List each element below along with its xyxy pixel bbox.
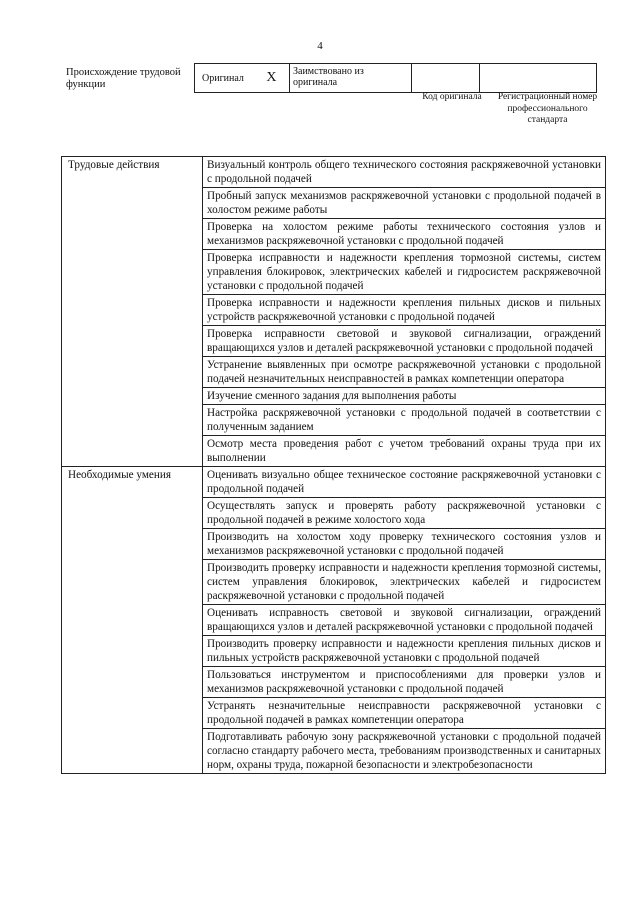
code-caption: Код оригинала <box>422 92 482 102</box>
list-item: Изучение сменного задания для выполнения работы <box>203 388 606 405</box>
list-item: Устранять незначительные неисправности раскряжевочной установки с продольной подачей в рамках компетенции оператора <box>203 698 606 729</box>
reg-caption: Регистрационный номер профессионального стандарта <box>497 92 598 125</box>
table-row <box>62 157 606 188</box>
list-item: Оценивать визуально общее техническое состояние раскряжевочной установки с продольной подачей <box>203 467 606 498</box>
section-title: Необходимые умения <box>62 467 203 774</box>
list-item: Проверка исправности световой и звуковой сигнализации, ограждений вращающихся узлов и деталей раскряжевочной установки с продольной подачей <box>203 326 606 357</box>
list-item: Пользоваться инструментом и приспособлениями для проверки узлов и механизмов раскряжевочной установки с продольной подачей <box>203 667 606 698</box>
functions-table <box>61 156 606 774</box>
list-item: Проверка исправности и надежности крепления пильных дисков и пильных устройств раскряжевочной установки с продольной подачей <box>203 295 606 326</box>
original-cell <box>195 64 290 93</box>
list-item: Настройка раскряжевочной установки с продольной подачей в соответствии с полученным заданием <box>203 405 606 436</box>
list-item: Оценивать исправность световой и звуковой сигнализации, ограждений вращающихся узлов и деталей раскряжевочной установки с продольной подачей <box>203 605 606 636</box>
reg-number-cell <box>480 64 597 93</box>
list-item: Пробный запуск механизмов раскряжевочной установки с продольной подачей в холостом режиме работы <box>203 188 606 219</box>
original-label: Оригинал <box>202 73 244 84</box>
list-item: Осуществлять запуск и проверять работу раскряжевочной установки с продольной подачей в режиме холостого хода <box>203 498 606 529</box>
section-title: Трудовые действия <box>62 157 203 467</box>
origin-table <box>194 63 597 93</box>
list-item: Производить на холостом ходу проверку технического состояния узлов и механизмов раскряжевочной установки с продольной подачей <box>203 529 606 560</box>
list-item: Осмотр места проведения работ с учетом требований охраны труда при их выполнении <box>203 436 606 467</box>
code-cell <box>412 64 480 93</box>
borrowed-cell: Заимствовано из оригинала <box>290 64 412 93</box>
list-item: Проверка на холостом режиме работы технического состояния узлов и механизмов раскряжевочной установки с продольной подачей <box>203 219 606 250</box>
page-number: 4 <box>317 40 323 52</box>
list-item: Устранение выявленных при осмотре раскряжевочной установки с продольной подачей незначительных неисправностей в рамках компетенции оператора <box>203 357 606 388</box>
list-item: Подготавливать рабочую зону раскряжевочной установки с продольной подачей согласно стандарту рабочего места, требованиям производственных и санитарных норм, охраны труда, пожарной безопасности и электробезопасности <box>203 729 606 774</box>
table-row <box>62 467 606 498</box>
list-item: Производить проверку исправности и надежности крепления тормозной системы, систем управления блокировок, электрических кабелей и гидросистем раскряжевочной установки с продольной подачей <box>203 560 606 605</box>
original-mark: X <box>266 70 277 85</box>
origin-label: Происхождение трудовой функции <box>66 67 181 90</box>
list-item: Проверка исправности и надежности крепления тормозной системы, систем управления блокировок, электрических кабелей и гидросистем раскряжевочной установки с продольной подачей <box>203 250 606 295</box>
list-item: Визуальный контроль общего технического состояния раскряжевочной установки с продольной подачей <box>203 157 606 188</box>
list-item: Производить проверку исправности и надежности крепления пильных дисков и пильных устройств раскряжевочной установки с продольной подачей <box>203 636 606 667</box>
